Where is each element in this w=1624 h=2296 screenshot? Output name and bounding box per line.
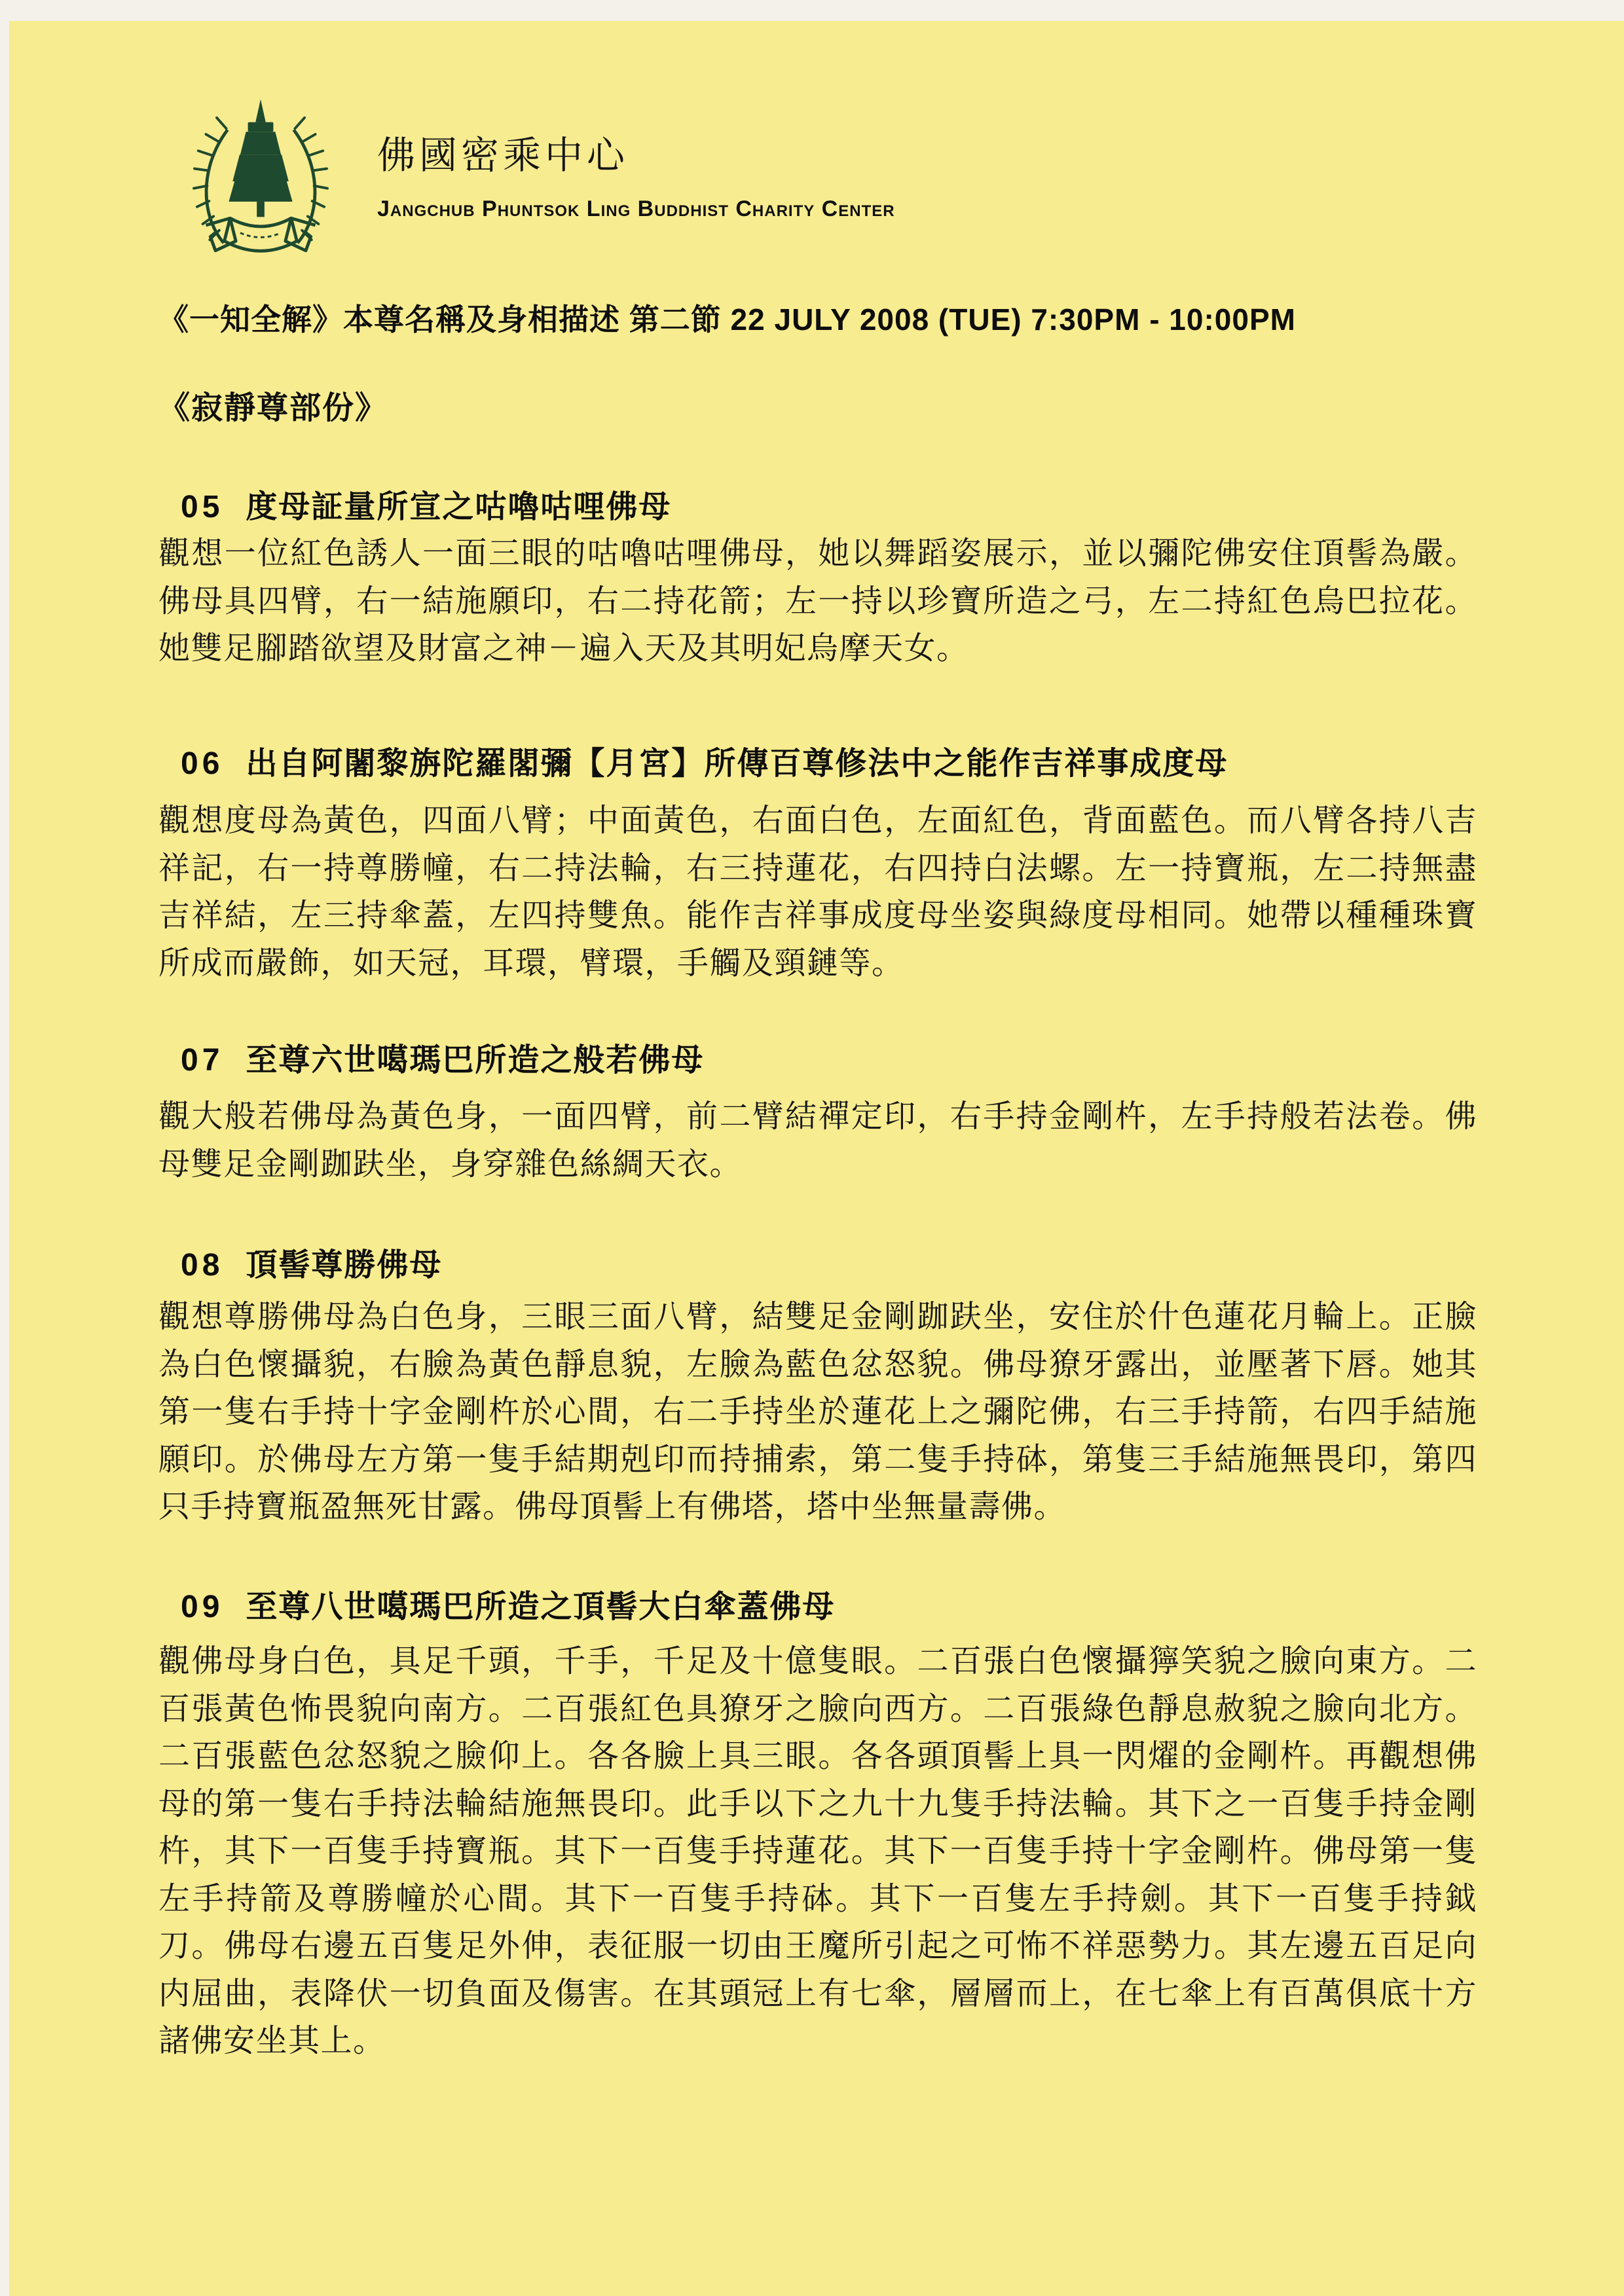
section-title-text: 出自阿闍黎旃陀羅閣彌【月宮】所傳百尊修法中之能作吉祥事成度母 <box>246 746 1228 781</box>
paper-sheet <box>9 21 1624 2296</box>
section-group-title: 《寂靜尊部份》 <box>158 391 388 426</box>
section-number: 06 <box>181 746 224 781</box>
org-name-english: Jangchub Phuntsok Ling Buddhist Charity Center <box>377 196 895 221</box>
section-number: 05 <box>181 490 224 524</box>
section-heading-05 <box>181 481 1484 526</box>
section-number: 09 <box>181 1590 224 1624</box>
section-title-text: 至尊六世噶瑪巴所造之般若佛母 <box>246 1043 705 1078</box>
section-number: 08 <box>181 1248 224 1283</box>
section-title-text: 度母証量所宣之咕嚕咕哩佛母 <box>246 490 672 524</box>
section-body-07: 觀大般若佛母為黃色身，一面四臂，前二臂結禪定印，右手持金剛杵，左手持般若法卷。佛母雙足金剛跏趺坐，身穿雜色絲綢天衣。 <box>158 1099 1477 1182</box>
section-body-06: 觀想度母為黃色，四面八臂；中面黃色，右面白色，左面紅色，背面藍色。而八臂各持八吉祥記，右一持尊勝幢，右二持法輪，右三持蓮花，右四持白法螺。左一持寶瓶，左二持無盡吉祥結，左三持傘蓋，左四持雙魚。能作吉祥事成度母坐姿與綠度母相同。她帶以種種珠寶所成而嚴飾，如天冠，耳環，臂環，手觸及頸鏈等。 <box>158 803 1477 981</box>
section-heading-09 <box>181 1581 1484 1626</box>
stupa-wreath-logo-icon <box>183 92 339 270</box>
page-title: 《一知全解》本尊名稱及身相描述 第二節 22 JULY 2008 (TUE) 7:30PM - 10:00PM <box>158 302 1296 337</box>
section-heading-08 <box>181 1239 1484 1285</box>
section-title-text: 頂髻尊勝佛母 <box>246 1248 443 1283</box>
org-name-chinese: 佛國密乘中心 <box>377 134 629 177</box>
section-title-text: 至尊八世噶瑪巴所造之頂髻大白傘蓋佛母 <box>246 1590 836 1624</box>
section-body-08: 觀想尊勝佛母為白色身，三眼三面八臂，結雙足金剛跏趺坐，安住於什色蓮花月輪上。正臉為白色懷攝貌，右臉為黃色靜息貌，左臉為藍色忿怒貌。佛母獠牙露出，並壓著下唇。她其第一隻右手持十字金剛杵於心間，右二手持坐於蓮花上之彌陀佛，右三手持箭，右四手結施願印。於佛母左方第一隻手結期剋印而持捕索，第二隻手持砵，第隻三手結施無畏印，第四只手持寶瓶盈無死甘露。佛母頂髻上有佛塔，塔中坐無量壽佛。 <box>158 1300 1477 1524</box>
section-number: 07 <box>181 1043 224 1078</box>
section-heading-06 <box>181 738 1484 783</box>
section-body-09: 觀佛母身白色，具足千頭，千手，千足及十億隻眼。二百張白色懷攝獰笑貌之臉向東方。二百張黃色怖畏貌向南方。二百張紅色具獠牙之臉向西方。二百張綠色靜息赦貌之臉向北方。二百張藍色忿怒貌之臉仰上。各各臉上具三眼。各各頭頂髻上具一閃燿的金剛杵。再觀想佛母的第一隻右手持法輪結施無畏印。此手以下之九十九隻手持法輪。其下之一百隻手持金剛杵，其下一百隻手持寶瓶。其下一百隻手持蓮花。其下一百隻手持十字金剛杵。佛母第一隻左手持箭及尊勝幢於心間。其下一百隻手持砵。其下一百隻左手持劍。其下一百隻手持鉞刀。佛母右邊五百隻足外伸，表征服一切由王魔所引起之可怖不祥惡勢力。其左邊五百足向内屈曲，表降伏一切負面及傷害。在其頭冠上有七傘，層層而上，在七傘上有百萬俱底十方諸佛安坐其上。 <box>158 1644 1477 2058</box>
section-body-05: 觀想一位紅色誘人一面三眼的咕嚕咕哩佛母，她以舞蹈姿展示，並以彌陀佛安住頂髻為嚴。佛母具四臂，右一結施願印，右二持花箭；左一持以珍寶所造之弓，左二持紅色烏巴拉花。她雙足腳踏欲望及財富之神－遍入天及其明妃烏摩天女。 <box>158 536 1477 666</box>
section-heading-07 <box>181 1034 1484 1080</box>
